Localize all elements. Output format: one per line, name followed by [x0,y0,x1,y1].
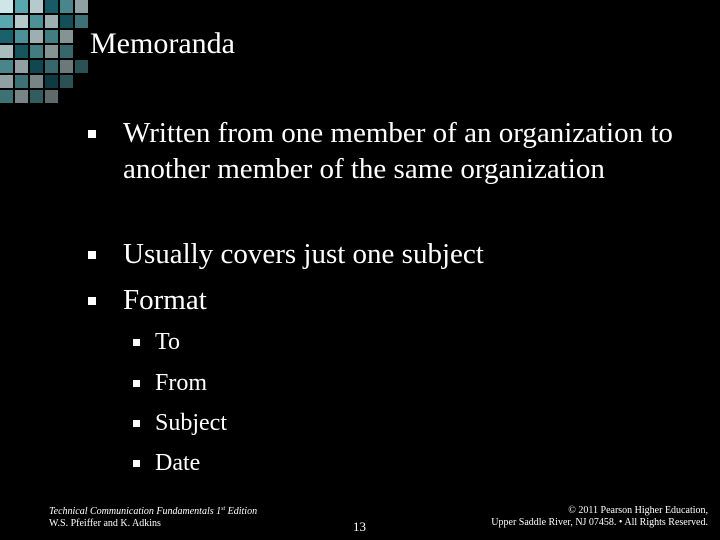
footer-book-info [49,503,257,530]
bullet-square-icon [88,297,96,305]
footer-copyright [491,505,708,529]
copyright-line-1: © 2011 Pearson Higher Education, [568,505,708,516]
page-number: 13 [353,519,366,534]
footer-book-title: Technical Communication Fundamentals 1 [49,506,222,517]
sub-bullet-text: From [155,370,208,396]
sub-bullet-square-icon [133,380,140,387]
sub-bullet-square-icon [133,339,140,346]
sub-bullet-text: Date [155,450,201,476]
sub-bullet-text: Subject [155,410,227,436]
bullet-text: Format [123,284,207,316]
bullet-text: Written from one member of an organization to another member of the same organization [123,117,673,185]
footer-authors: W.S. Pfeiffer and K. Adkins [49,518,161,529]
sub-bullet-square-icon [133,460,140,467]
footer-book-line [49,503,257,518]
footer-edition-word: Edition [225,506,258,517]
sub-bullet-square-icon [133,420,140,427]
bullet-text: Usually covers just one subject [123,238,484,270]
sub-bullet-text: To [155,329,180,355]
bullet-square-icon [88,251,96,259]
copyright-line-2: Upper Saddle River, NJ 07458. • All Rights Reserved. [491,517,708,528]
footer-edition-sup: st [221,506,226,512]
bullet-square-icon [88,130,96,138]
slide-title: Memoranda [90,27,235,60]
